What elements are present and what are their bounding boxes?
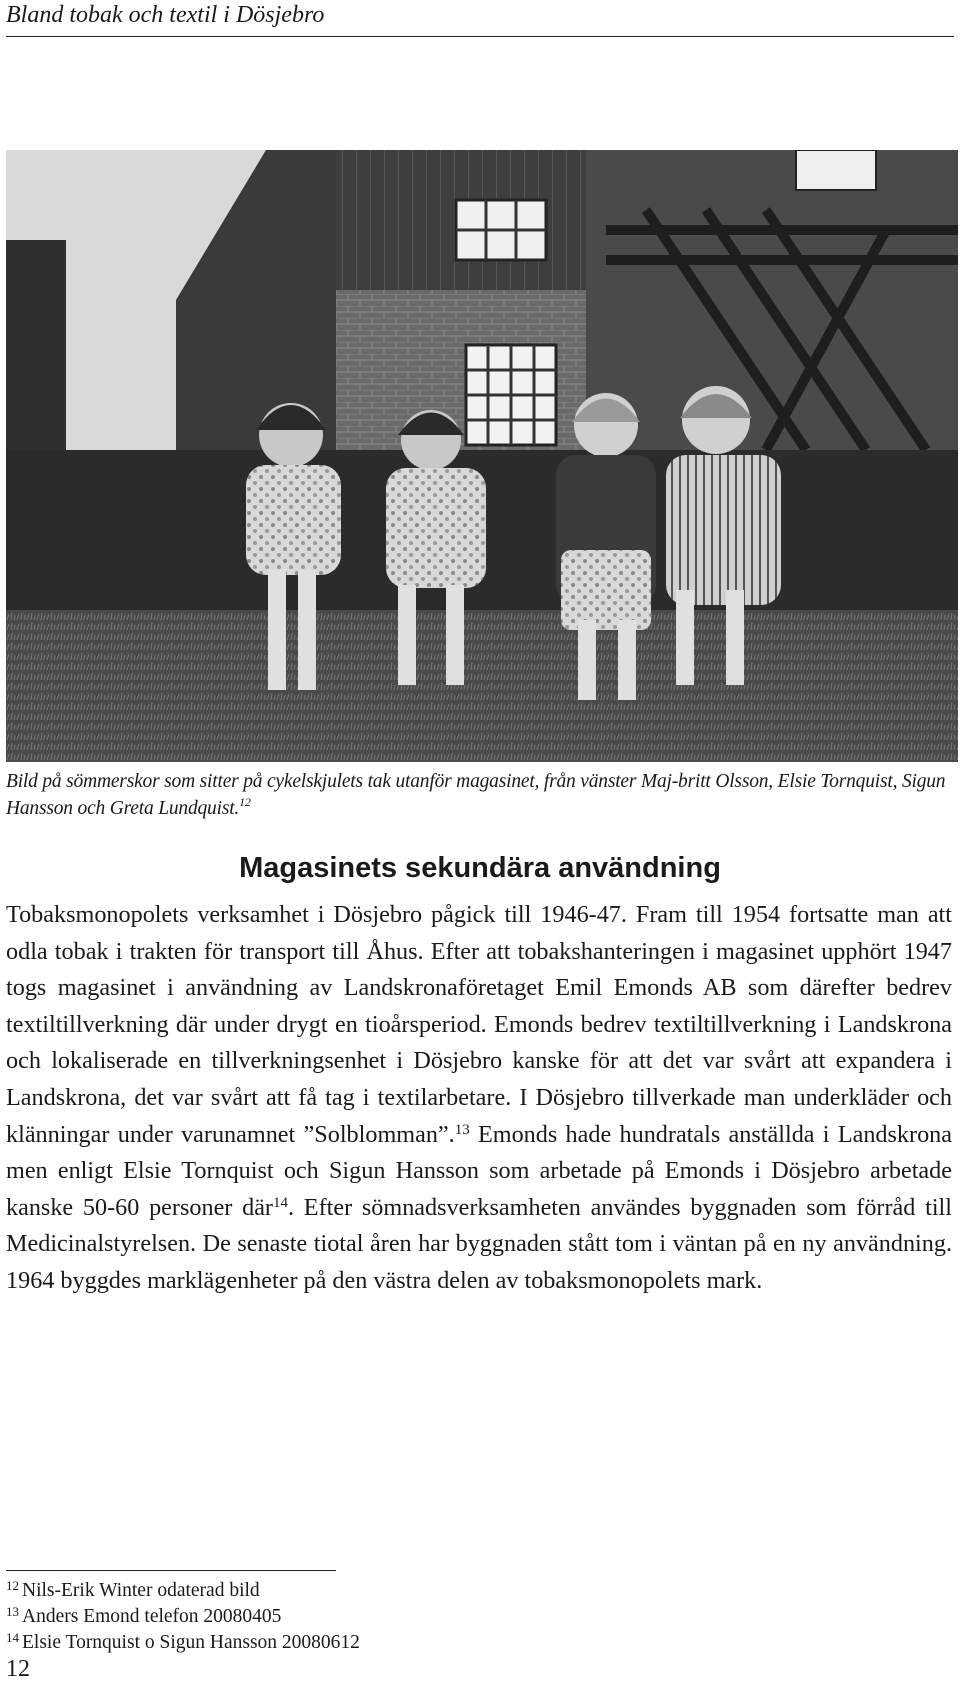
body-text-part-1: Tobaksmonopolets verksamhet i Dösjebro pågick till 1946-47. Fram till 1954 fortsatte man att odla tobak i trakten för transport till Åhus. Efter att tobakshanteringen i magasinet upphört 1947 togs magasinet i användning av Landskronaföretaget Emil Emonds AB som därefter bedrev textiltillverkning där under drygt en tioårsperiod. Emonds bedrev textiltillverkning i Landskrona och lokaliserade en tillverkningsenhet i Dösjebro kanske för att det var svårt att expandera i Landskrona, det var svårt att få tag i textilarbetare. I Dösjebro tillverkade man underkläder och klänningar under varunamnet ”Solblomman”.: [6, 901, 952, 1148]
body-text-part-3: . Efter sömnadsverksamheten användes byggnaden som förråd till Medicinalstyrelsen. De senaste tiotal åren har byggnaden stått tom i väntan på en ny användning. 1964 byggdes marklägenheter på den västra delen av tobaksmonopolets mark.: [6, 1193, 952, 1294]
body-paragraph: [6, 897, 952, 1300]
footnotes: [6, 1578, 806, 1656]
footnote-number: 12: [6, 1578, 19, 1593]
footnote-number: 14: [6, 1630, 19, 1645]
photo-caption: [6, 768, 954, 822]
footnote-ref-14: 14: [273, 1194, 288, 1211]
footnote-ref-13: 13: [454, 1121, 470, 1138]
running-head: [6, 0, 954, 37]
footnote-text: Elsie Tornquist o Sigun Hansson 20080612: [22, 1632, 360, 1653]
section-heading: Magasinets sekundära användning: [239, 852, 721, 884]
footnote: [6, 1604, 806, 1630]
footnote: [6, 1630, 806, 1656]
footnote-number: 13: [6, 1604, 19, 1619]
footnote-text: Nils-Erik Winter odaterad bild: [22, 1580, 260, 1601]
historical-photo: [6, 150, 958, 762]
running-head-title: Bland tobak och textil i Dösjebro: [6, 2, 325, 28]
footnote-separator: [6, 1570, 336, 1571]
footnote-text: Anders Emond telefon 20080405: [22, 1606, 282, 1627]
page-number: 12: [6, 1656, 30, 1682]
caption-text: Bild på sömmerskor som sitter på cykelskjulets tak utanför magasinet, från vänster Maj-britt Olsson, Elsie Tornquist, Sigun Hansson och Greta Lundquist.: [6, 771, 946, 819]
photo-illustration: [6, 150, 958, 762]
footnote: [6, 1578, 806, 1604]
body-text-part-2: Emonds hade hundratals anställda i Landskrona men enligt Elsie Tornquist och Sigun Hansson som arbetade på Emonds i Dösjebro arbetade kanske 50-60 personer där: [6, 1120, 952, 1221]
caption-footnote-ref: 12: [239, 795, 251, 809]
